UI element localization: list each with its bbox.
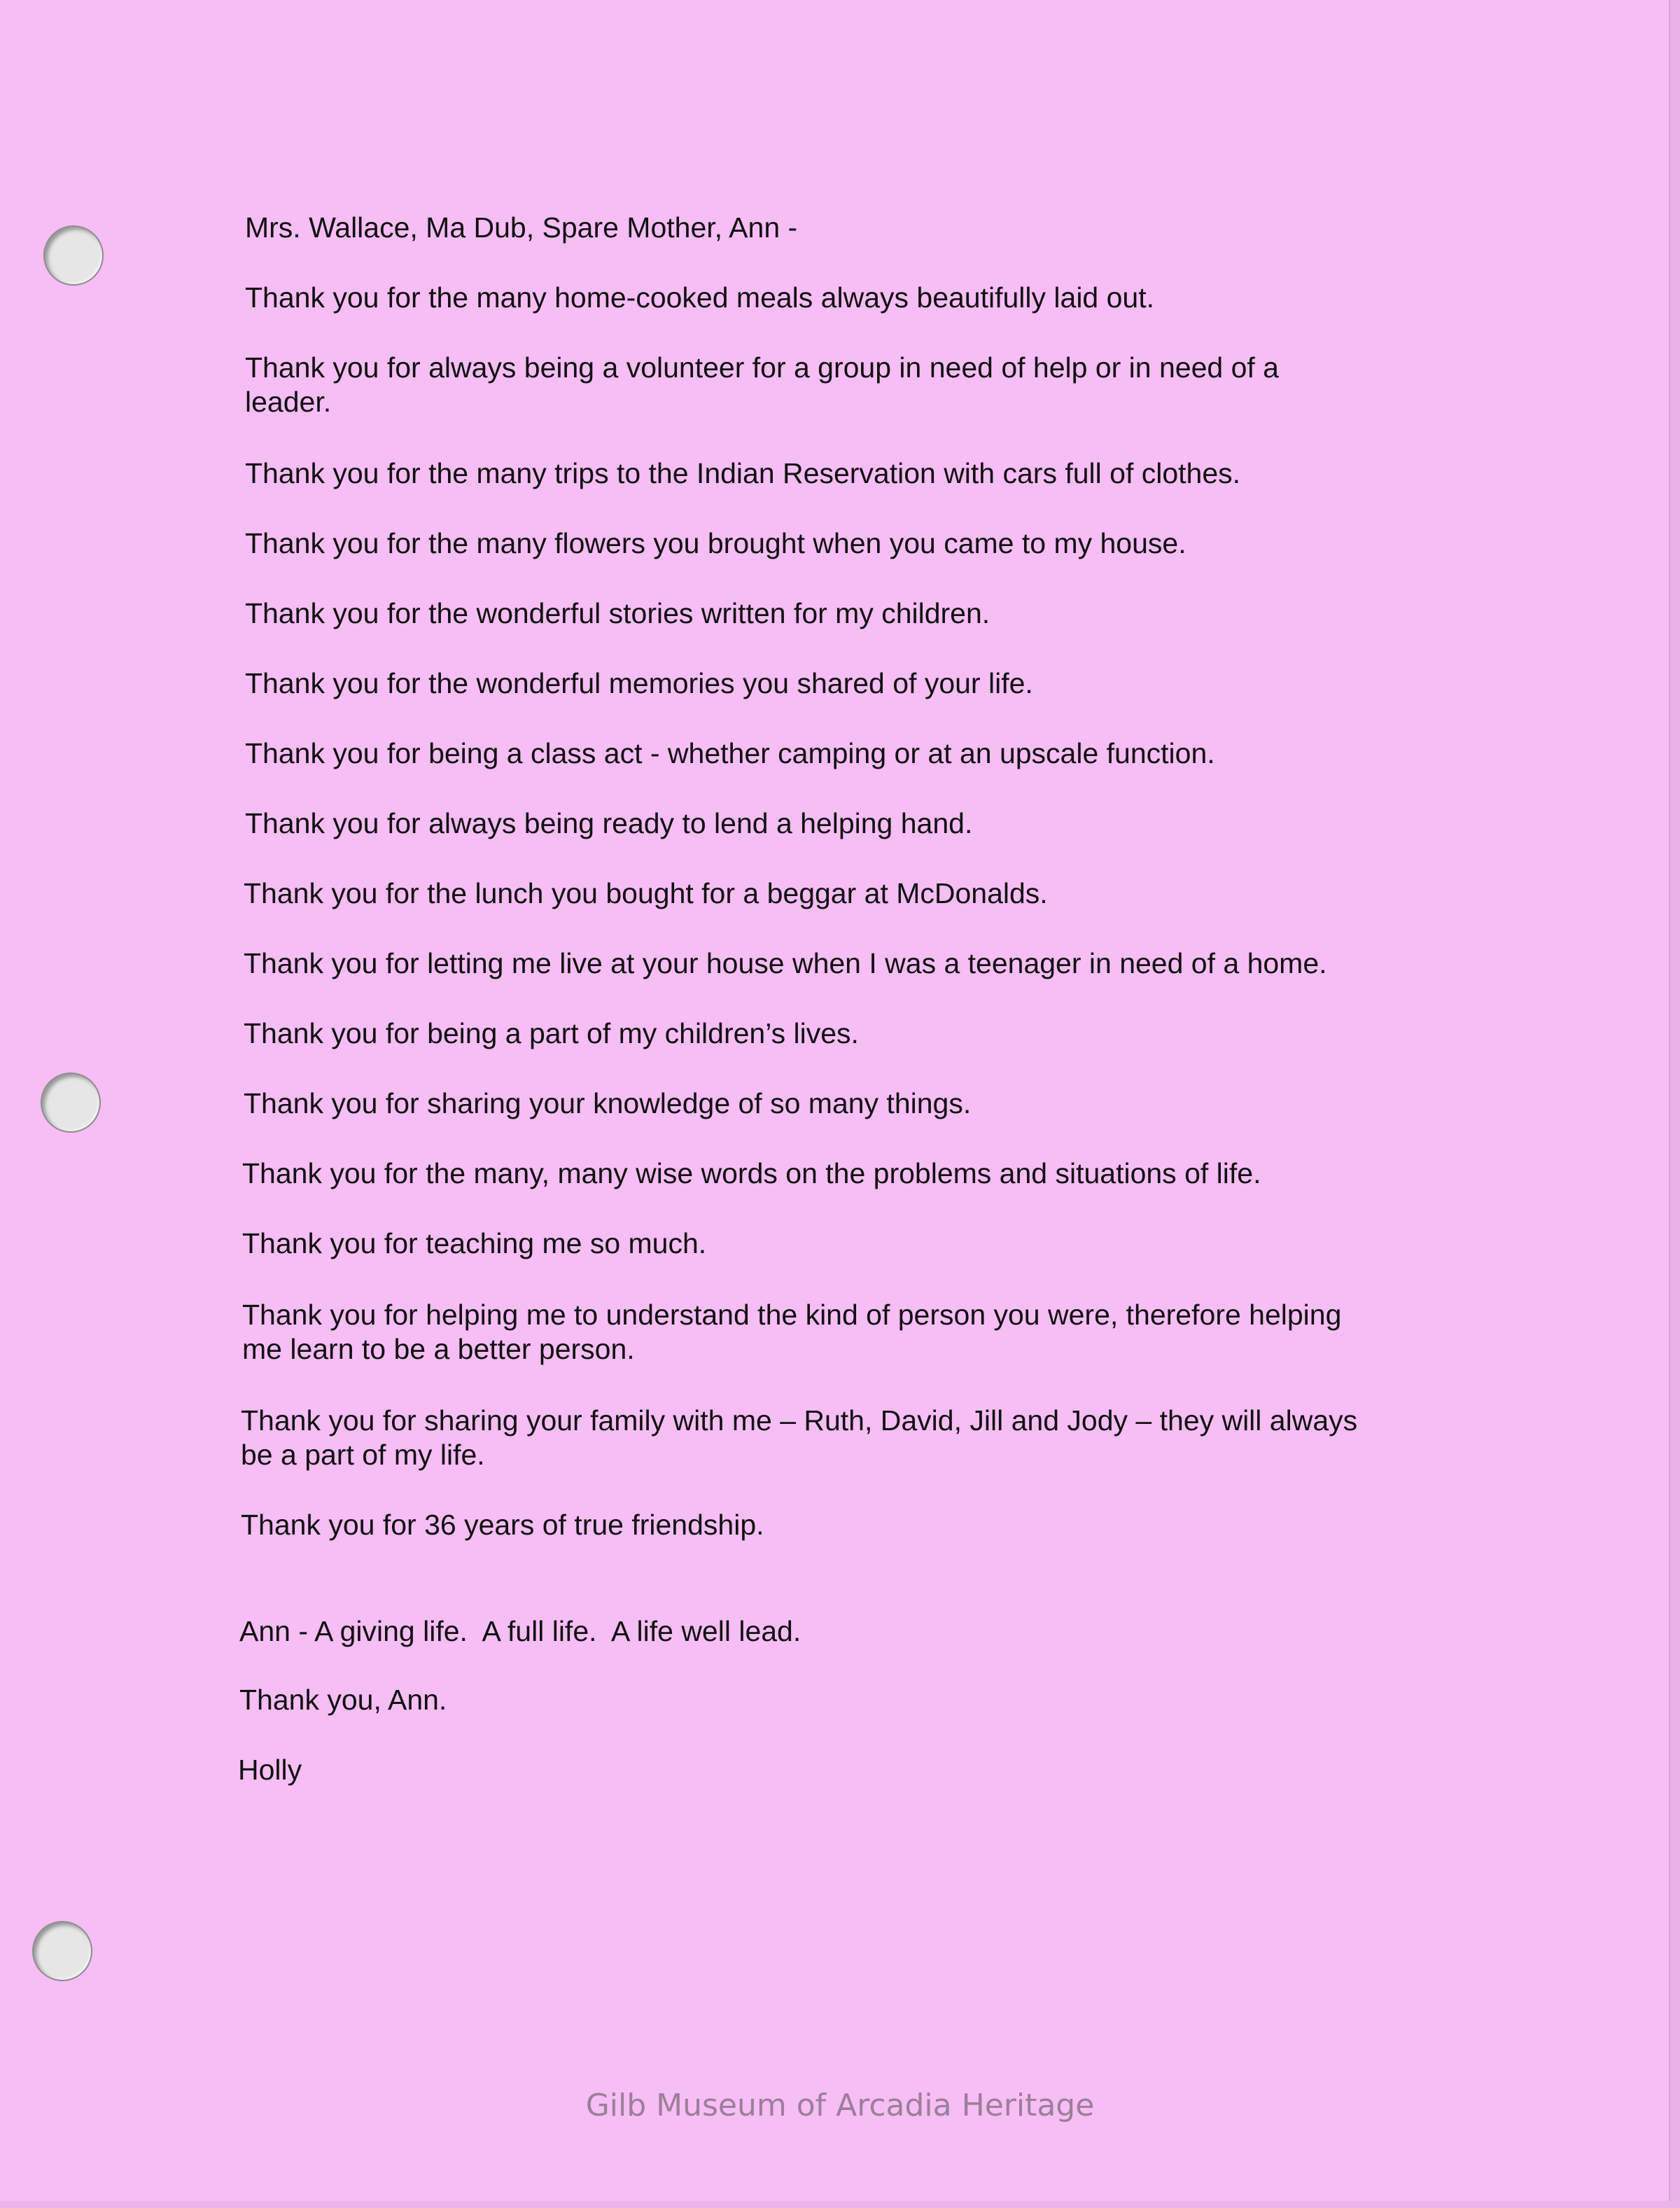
signature: Holly (238, 1754, 302, 1786)
letter-line: Thank you for being a part of my children’s lives. (244, 1017, 859, 1049)
letter-line: Thank you for the many, many wise words on the problems and situations of life. (242, 1157, 1261, 1189)
letter-line: Thank you for the wonderful stories written for my children. (245, 597, 990, 629)
letter-line: Thank you for always being ready to lend a helping hand. (245, 807, 973, 839)
letter-line: Thank you for 36 years of true friendship. (241, 1509, 764, 1541)
letter-line: me learn to be a better person. (242, 1333, 635, 1365)
closing-line: Thank you, Ann. (239, 1684, 447, 1716)
letter-line: Thank you for always being a volunteer for a group in need of help or in need of a (245, 351, 1279, 384)
letter-line: Thank you for teaching me so much. (242, 1227, 707, 1259)
letter-line: Thank you for being a class act - whether camping or at an upscale function. (245, 737, 1215, 769)
letter-line: Thank you for sharing your family with me – Ruth, David, Jill and Jody – they will always (241, 1404, 1358, 1437)
letter-line: leader. (245, 386, 332, 418)
letter-line: be a part of my life. (241, 1439, 485, 1471)
museum-watermark: Gilb Museum of Arcadia Heritage (585, 2088, 1095, 2123)
letter-line: Thank you for the many home-cooked meals always beautifully laid out. (245, 281, 1155, 314)
salutation: Mrs. Wallace, Ma Dub, Spare Mother, Ann - (245, 211, 798, 244)
letter-line: Thank you for the many trips to the Indian Reservation with cars full of clothes. (245, 457, 1241, 489)
closing-line: Ann - A giving life. A full life. A life well lead. (239, 1615, 802, 1647)
letter-line: Thank you for the many flowers you brought when you came to my house. (245, 527, 1186, 559)
letter-line: Thank you for letting me live at your house when I was a teenager in need of a home. (244, 947, 1327, 979)
letter-line: Thank you for helping me to understand the kind of person you were, therefore helping (242, 1299, 1342, 1331)
letter-line: Thank you for the lunch you bought for a beggar at McDonalds. (244, 877, 1048, 909)
letter-line: Thank you for sharing your knowledge of so many things. (244, 1087, 972, 1119)
letter-line: Thank you for the wonderful memories you shared of your life. (245, 667, 1033, 699)
